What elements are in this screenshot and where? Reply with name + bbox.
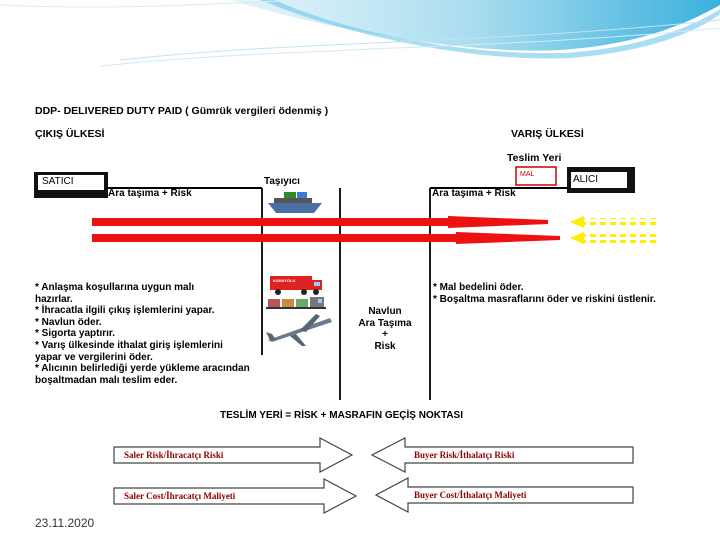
right-transport-label: Ara taşıma + Risk bbox=[432, 188, 516, 199]
yellow-cost-arrow-1 bbox=[570, 216, 658, 228]
transfer-point-label: TESLİM YERİ = RİSK + MASRAFIN GEÇİŞ NOKTASI bbox=[220, 410, 463, 421]
seller-risk-label: Saler Risk/İhracatçı Riski bbox=[124, 450, 224, 460]
buyer-duty-item: * Boşaltma masraflarını öder ve riskini üstlenir. bbox=[433, 293, 656, 305]
import-country-label: VARIŞ ÜLKESİ bbox=[511, 128, 584, 140]
buyer-duties-list bbox=[433, 282, 656, 305]
seller-duty-item: * Sigorta yaptırır. bbox=[35, 328, 116, 340]
left-transport-label: Ara taşıma + Risk bbox=[108, 188, 192, 199]
freight-text bbox=[345, 306, 425, 352]
buyer-label: ALICI bbox=[573, 174, 599, 185]
ship-icon bbox=[268, 192, 322, 213]
seller-cost-label: Saler Cost/İhracatçı Maliyeti bbox=[124, 491, 236, 501]
seller-duty-item: hazırlar. bbox=[35, 293, 73, 305]
train-icon bbox=[266, 297, 326, 309]
red-risk-arrow-1 bbox=[92, 216, 548, 228]
delivery-place-label: Teslim Yeri bbox=[507, 152, 562, 164]
seller-duty-item: * Varış ülkesinde ithalat giriş işlemlerini bbox=[35, 339, 223, 351]
buyer-duty-item: * Mal bedelini öder. bbox=[433, 282, 524, 293]
freight-line: Ara Taşıma bbox=[358, 317, 412, 329]
seller-label: SATICI bbox=[42, 176, 74, 187]
seller-duties-list bbox=[35, 282, 250, 386]
seller-duty-item: boşaltmadan malı teslim eder. bbox=[35, 374, 178, 386]
seller-duty-item: * Navlun öder. bbox=[35, 316, 102, 328]
slide-date: 23.11.2020 bbox=[35, 516, 95, 530]
page-title: DDP- DELIVERED DUTY PAID ( Gümrük vergileri ödenmiş ) bbox=[35, 105, 329, 117]
seller-duty-item: yapar ve vergilerini öder. bbox=[35, 351, 153, 363]
yellow-cost-arrow-2 bbox=[570, 232, 658, 244]
plane-icon bbox=[266, 314, 332, 346]
seller-duty-item: * Alıcının belirlediği yerde yükleme aracından bbox=[35, 363, 250, 375]
goods-label: MAL bbox=[520, 171, 535, 178]
carrier-label: Taşıyıcı bbox=[264, 176, 300, 187]
red-risk-arrow-2 bbox=[92, 232, 560, 244]
buyer-risk-label: Buyer Risk/İthalatçı Riski bbox=[414, 450, 515, 460]
freight-line: Risk bbox=[374, 340, 396, 352]
truck-label: KARAYOLU bbox=[273, 278, 296, 283]
freight-line: + bbox=[382, 329, 388, 340]
buyer-cost-label: Buyer Cost/İthalatçı Maliyeti bbox=[414, 490, 527, 500]
seller-duty-item: * İhracatla ilgili çıkış işlemlerini yapar. bbox=[35, 305, 215, 317]
export-country-label: ÇIKIŞ ÜLKESİ bbox=[35, 128, 105, 140]
freight-line: Navlun bbox=[368, 306, 402, 317]
seller-duty-item: * Anlaşma koşullarına uygun malı bbox=[35, 282, 195, 293]
